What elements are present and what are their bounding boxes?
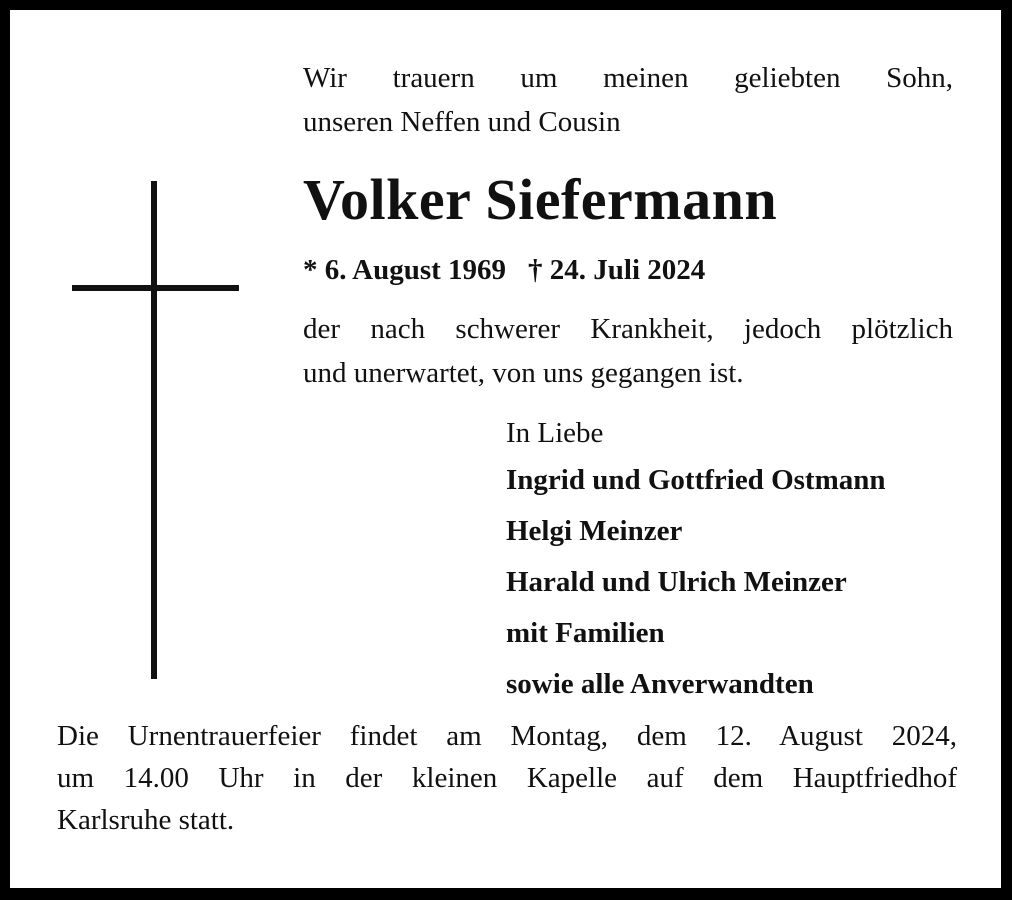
death-date: † 24. Juli 2024 [528,254,706,286]
signer-line: mit Familien [506,617,665,649]
signoff-block [506,411,885,710]
body-line: der nach schwerer Krankheit, jedoch plötzlich [303,313,953,345]
cross-vertical-bar [151,181,157,679]
obituary-notice [10,10,1001,888]
signer-line: Helgi Meinzer [506,515,683,547]
body-text [303,307,953,395]
intro-line: unseren Neffen und Cousin [303,106,621,138]
ceremony-line: Die Urnentrauerfeier findet am Montag, dem 12. August 2024, [57,720,957,752]
intro-text [303,56,953,144]
signoff-intro: In Liebe [506,417,604,449]
life-dates [303,250,705,290]
signer-line: Ingrid und Gottfried Ostmann [506,464,886,496]
signer-line: sowie alle Anverwandten [506,668,814,700]
ceremony-details [57,715,957,841]
ceremony-line: um 14.00 Uhr in der kleinen Kapelle auf dem Hauptfriedhof [57,762,957,794]
cross-horizontal-bar [72,285,239,291]
body-line: und unerwartet, von uns gegangen ist. [303,357,744,389]
intro-line: Wir trauern um meinen geliebten Sohn, [303,62,953,94]
deceased-name: Volker Siefermann [303,167,778,232]
birth-date: * 6. August 1969 [303,254,507,286]
ceremony-line: Karlsruhe statt. [57,804,235,836]
signer-line: Harald und Ulrich Meinzer [506,566,847,598]
